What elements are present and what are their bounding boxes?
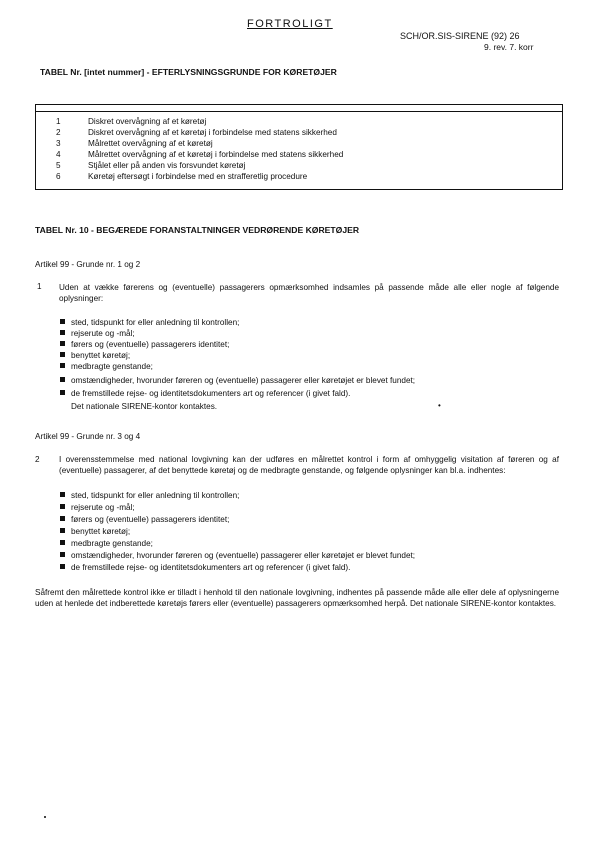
row-text: Målrettet overvågning af et køretøj i forbindelse med statens sikkerhed bbox=[88, 150, 344, 159]
row-number: 6 bbox=[56, 172, 61, 181]
row-number: 1 bbox=[56, 117, 61, 126]
list-item-text: omstændigheder, hvorunder føreren og (eventuelle) passagerer eller køretøjet er blevet fundet; bbox=[71, 551, 416, 560]
reasons-table bbox=[35, 104, 563, 190]
list-item-text: benyttet køretøj; bbox=[71, 527, 131, 536]
row-text: Stjålet eller på anden vis forsvundet køretøj bbox=[88, 161, 246, 170]
row-number: 3 bbox=[56, 139, 61, 148]
bullet-square-icon bbox=[60, 552, 65, 557]
bullet-square-icon bbox=[60, 330, 65, 335]
bullet-square-icon bbox=[60, 377, 65, 382]
list-item bbox=[60, 563, 350, 572]
section1-paragraph: Uden at vække førerens og (eventuelle) passagerers opmærksomhed indsamles på passende måde alle eller nogle af følgende oplysninger: bbox=[59, 283, 559, 303]
list-item bbox=[60, 503, 135, 512]
section1-number: 1 bbox=[37, 282, 42, 291]
list-item-text: sted, tidspunkt for eller anledning til kontrollen; bbox=[71, 491, 240, 500]
row-number: 4 bbox=[56, 150, 61, 159]
list-item-text: sted, tidspunkt for eller anledning til kontrollen; bbox=[71, 318, 240, 327]
bullet-square-icon bbox=[60, 319, 65, 324]
list-item bbox=[60, 551, 415, 560]
row-number: 2 bbox=[56, 128, 61, 137]
list-item bbox=[60, 515, 229, 524]
list-item-text: rejserute og -mål; bbox=[71, 503, 135, 512]
bullet-square-icon bbox=[60, 390, 65, 395]
table1-title: TABEL Nr. [intet nummer] - EFTERLYSNINGSGRUNDE FOR KØRETØJER bbox=[40, 67, 337, 77]
bullet-square-icon bbox=[60, 363, 65, 368]
table10-title: TABEL Nr. 10 - BEGÆREDE FORANSTALTNINGER VEDRØRENDE KØRETØJER bbox=[35, 225, 360, 235]
section2-heading: Artikel 99 - Grunde nr. 3 og 4 bbox=[35, 432, 141, 441]
bullet-square-icon bbox=[60, 492, 65, 497]
row-text: Diskret overvågning af et køretøj i forbindelse med statens sikkerhed bbox=[88, 128, 337, 137]
list-item-text: medbragte genstande; bbox=[71, 362, 153, 371]
revision-label: 9. rev. 7. korr bbox=[484, 42, 534, 52]
list-item bbox=[60, 351, 130, 360]
section2-number: 2 bbox=[35, 455, 40, 464]
bullet-square-icon bbox=[60, 528, 65, 533]
section2-paragraph: I overensstemmelse med national lovgivning kan der udføres en målrettet kontrol i form af omhyggelig visitation af føreren og af (eventuelle) passagerer, af det benyttede køretøj og de medbragte genstande, og følgende oplysninger kan bl.a. indhentes: bbox=[59, 455, 559, 475]
list-item-text: omstændigheder, hvorunder føreren og (eventuelle) passagerer eller køretøjet er blevet fundet; bbox=[71, 376, 416, 385]
list-item-text: de fremstillede rejse- og identitetsdokumenters art og referencer (i givet fald). bbox=[71, 389, 351, 398]
scan-speck bbox=[44, 816, 46, 818]
row-text: Køretøj eftersøgt i forbindelse med en strafferetlig procedure bbox=[88, 172, 308, 181]
list-item bbox=[60, 527, 130, 536]
bullet-square-icon bbox=[60, 352, 65, 357]
list-item-text: førers og (eventuelle) passagerers identitet; bbox=[71, 515, 230, 524]
classification-label: FORTROLIGT bbox=[247, 18, 333, 30]
row-number: 5 bbox=[56, 161, 61, 170]
list-item bbox=[60, 318, 239, 327]
sirene-contact-note: Det nationale SIRENE-kontor kontaktes. bbox=[71, 402, 218, 411]
bullet-square-icon bbox=[60, 564, 65, 569]
list-item bbox=[60, 362, 153, 371]
list-item bbox=[60, 539, 153, 548]
list-item bbox=[60, 491, 239, 500]
row-text: Målrettet overvågning af et køretøj bbox=[88, 139, 213, 148]
list-item-text: rejserute og -mål; bbox=[71, 329, 135, 338]
list-item-text: førers og (eventuelle) passagerers identitet; bbox=[71, 340, 230, 349]
closing-paragraph: Såfremt den målrettede kontrol ikke er tilladt i henhold til den nationale lovgivning, indhentes på passende måde alle eller dele af oplysningerne uden at henlede det indberettede køretøjs førers eller (eventuelle) passagerers opmærksomhed herpå. Det nationale SIRENE-kontor kontaktes. bbox=[35, 588, 559, 608]
document-reference: SCH/OR.SIS-SIRENE (92) 26 bbox=[400, 31, 520, 41]
table-divider bbox=[36, 111, 562, 112]
section1-heading: Artikel 99 - Grunde nr. 1 og 2 bbox=[35, 260, 141, 269]
list-item bbox=[60, 340, 229, 349]
row-text: Diskret overvågning af et køretøj bbox=[88, 117, 207, 126]
list-item-text: de fremstillede rejse- og identitetsdokumenters art og referencer (i givet fald). bbox=[71, 563, 351, 572]
bullet-square-icon bbox=[60, 341, 65, 346]
list-item bbox=[60, 329, 135, 338]
bullet-square-icon bbox=[60, 516, 65, 521]
list-item-text: benyttet køretøj; bbox=[71, 351, 131, 360]
bullet-square-icon bbox=[60, 504, 65, 509]
list-item bbox=[60, 389, 350, 398]
list-item-text: medbragte genstande; bbox=[71, 539, 153, 548]
stray-mark: • bbox=[438, 401, 441, 410]
bullet-square-icon bbox=[60, 540, 65, 545]
list-item bbox=[60, 376, 415, 385]
